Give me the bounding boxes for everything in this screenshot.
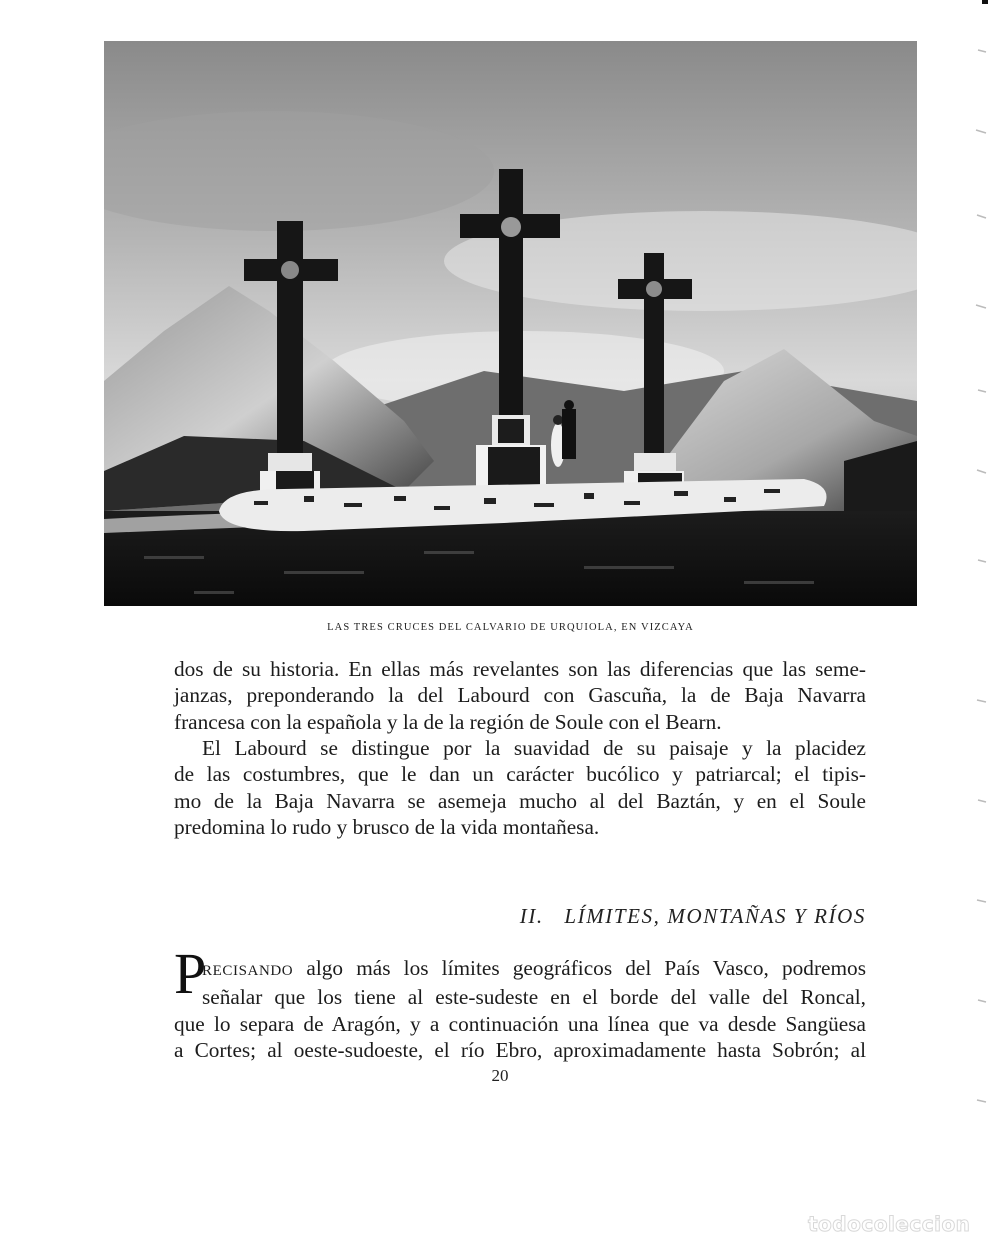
scan-edge-marks [974, 0, 988, 1250]
text-line: de las costumbres, que le dan un carácter bucólico y patriarcal; el tipis- [174, 762, 866, 787]
text-line: que lo separa de Aragón, y a continuación una línea que va desde Sangüesa [174, 1011, 866, 1036]
page-number: 20 [491, 1066, 509, 1085]
text-line: janzas, preponderando la del Labourd con Gascuña, la de Baja Navarra [174, 683, 866, 708]
text-line: a Cortes; al oeste-sudoeste, el río Ebro, aproximadamente hasta Sobrón; al [174, 1037, 866, 1062]
text-line: mo de la Baja Navarra se asemeja mucho al del Baztán, y en el Soule [174, 788, 866, 813]
drop-cap: P [174, 941, 207, 1006]
text-line: señalar que los tiene al este-sudeste en el borde del valle del Roncal, [202, 985, 866, 1010]
calvary-photo-illustration [104, 41, 917, 606]
paragraph-continuation [174, 656, 866, 735]
figure-caption: LAS TRES CRUCES DEL CALVARIO DE URQUIOLA, EN VIZCAYA [327, 622, 694, 633]
text-line-first [174, 955, 866, 984]
paragraph-limites [174, 955, 866, 1063]
text-line: francesa con la española y la de la región de Soule con el Bearn. [174, 709, 722, 734]
text-line-rest: algo más los límites geográficos del País Vasco, podremos [293, 956, 866, 980]
text-line: El Labourd se distingue por la suavidad de su paisaje y la placidez [202, 736, 866, 760]
section-heading: II. LÍMITES, MONTAÑAS Y RÍOS [519, 904, 866, 928]
text-line: predomina lo rudo y brusco de la vida montañesa. [174, 814, 600, 839]
watermark-logo: todocoleccion [808, 1212, 971, 1236]
first-word-smallcaps: RECISANDO [202, 963, 294, 979]
text-line: dos de su historia. En ellas más revelantes son las diferencias que las seme- [174, 657, 866, 681]
paragraph-labourd [174, 735, 866, 840]
photograph-three-crosses [104, 41, 917, 606]
